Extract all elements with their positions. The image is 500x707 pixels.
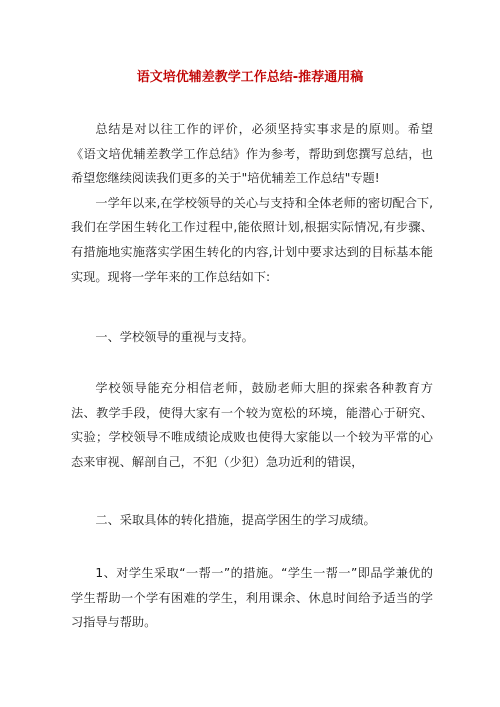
section-heading-2: 二、采取具体的转化措施，提高学困生的学习成绩。 [95,513,376,527]
overview-paragraph: 一学年以来,在学校领导的关心与支持和全体老师的密切配合下,我们在学困生转化工作过程中,能依照计划,根据实际情况,有步骤、有措施地实施落实学困生转化的内容,计划中要求达到的目标基本能实现。现将一学年来的工作总结如下: [71,195,433,284]
section-one-body-block [71,376,433,474]
section-two-body-block [71,561,433,635]
document-title: 语文培优辅差教学工作总结-推荐通用稿 [136,70,364,85]
section-two-heading-block [71,508,433,533]
intro-block [71,117,433,289]
leadership-support-paragraph: 学校领导能充分相信老师，鼓励老师大胆的探索各种教育方法、教学手段，使得大家有一个较为宽松的环境，能潜心于研究、实验；学校领导不唯成绩论成败也使得大家能以一个较为平常的心态来审视、解剖自己，不犯（少犯）急功近利的错误， [71,381,433,469]
section-one-heading-block [71,325,433,350]
intro-paragraph: 总结是对以往工作的评价，必须坚持实事求是的原则。希望《语文培优辅差教学工作总结》作为参考，帮助到您撰写总结，也希望您继续阅读我们更多的关于"培优辅差工作总结"专题! [71,122,433,186]
one-helps-one-paragraph: 1、对学生采取“一帮一”的措施。“学生一帮一”即品学兼优的学生帮助一个学有困难的学生，利用课余、休息时间给予适当的学习指导与帮助。 [71,566,433,630]
section-heading-1: 一、学校领导的重视与支持。 [95,330,254,344]
